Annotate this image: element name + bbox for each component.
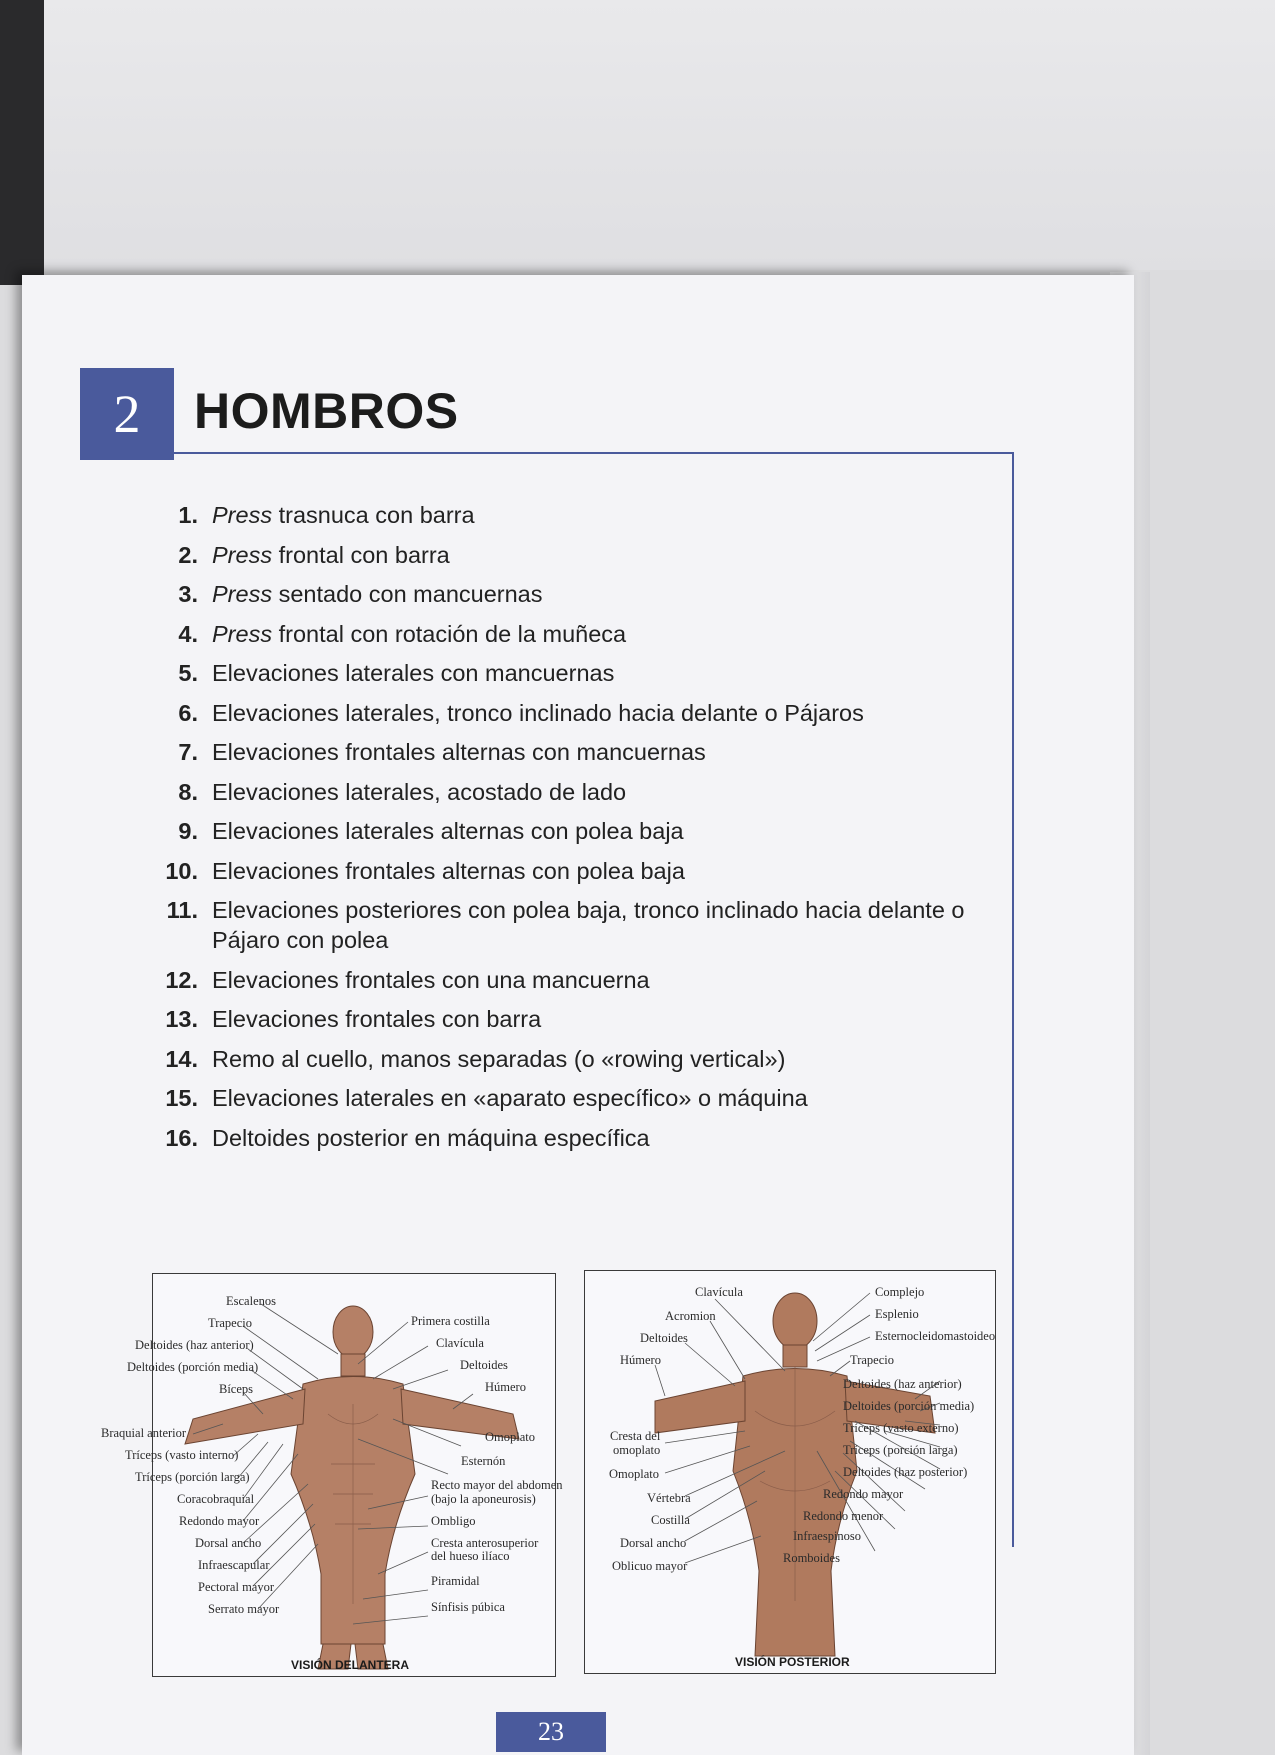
label-biceps: Bíceps: [219, 1382, 254, 1396]
exercise-text: [212, 698, 980, 728]
exercise-label: Elevaciones laterales, acostado de lado: [212, 778, 627, 805]
exercise-item: [140, 965, 980, 995]
exercise-number: 16.: [165, 1124, 198, 1151]
exercise-text: [212, 1044, 980, 1074]
label-back-deltoides-haz-posterior: Deltoides (haz posterior): [843, 1465, 968, 1479]
label-deltoides-porcion-media: Deltoides (porción media): [127, 1360, 259, 1374]
label-sinfisis-pubica: Sínfisis púbica: [431, 1600, 505, 1614]
label-back-triceps-vasto-externo: Tríceps (vasto externo): [843, 1421, 959, 1435]
exercise-italic: Press: [212, 541, 273, 568]
exercise-item: [140, 856, 980, 886]
exercise-label: Elevaciones frontales alternas con mancuernas: [212, 739, 706, 765]
exercise-number: 15.: [165, 1085, 198, 1111]
anatomy-front-panel: [101, 1273, 563, 1677]
exercise-item: [140, 1123, 980, 1153]
side-rule: [1012, 452, 1014, 1547]
exercise-text: [212, 658, 980, 688]
label-clavicula: Clavícula: [436, 1336, 484, 1350]
exercise-label: Elevaciones posteriores con polea baja, tronco inclinado hacia delante o Pájaro con polea: [212, 897, 965, 953]
label-trapecio: Trapecio: [208, 1316, 252, 1330]
exercise-italic: Press: [212, 502, 273, 528]
chapter-title: HOMBROS: [194, 383, 459, 439]
label-infraescapular: Infraescapular: [198, 1558, 270, 1572]
label-back-deltoides-haz-anterior: Deltoides (haz anterior): [843, 1377, 962, 1391]
scan-background: [0, 0, 1275, 270]
exercise-text: [212, 737, 980, 767]
label-redondo-mayor: Redondo mayor: [179, 1514, 260, 1528]
label-back-deltoides-porcion-media: Deltoides (porción media): [843, 1399, 975, 1413]
label-omoplato: Omoplato: [485, 1430, 535, 1444]
front-view-caption: VISIÓN DELANTERA: [291, 1658, 410, 1672]
exercise-text: [212, 965, 980, 995]
exercise-number: 13.: [165, 1006, 198, 1032]
exercise-text: [212, 777, 980, 807]
exercise-item: [140, 579, 980, 609]
label-back-oblicuo-mayor: Oblicuo mayor: [612, 1559, 688, 1573]
back-view-caption: VISIÓN POSTERIOR: [735, 1655, 850, 1669]
label-humero: Húmero: [485, 1380, 526, 1394]
label-primera-costilla: Primera costilla: [411, 1314, 490, 1328]
exercise-item: [140, 658, 980, 688]
exercise-text: [212, 579, 980, 609]
exercise-label: Elevaciones frontales alternas con polea baja: [212, 857, 685, 884]
exercise-text: [212, 1083, 980, 1113]
exercise-item: [140, 777, 980, 807]
exercise-item: [140, 895, 980, 955]
exercise-item: [140, 540, 980, 570]
exercise-number: 8.: [178, 778, 198, 805]
exercise-text: [212, 895, 980, 955]
label-back-clavicula: Clavícula: [695, 1285, 743, 1299]
exercise-number: 10.: [165, 857, 198, 884]
exercise-item: [140, 500, 980, 530]
label-cresta-anterosuperior: Cresta anterosuperior: [431, 1536, 539, 1550]
label-back-esplenio: Esplenio: [875, 1307, 919, 1321]
exercise-text: [212, 619, 980, 649]
exercise-text: [212, 856, 980, 886]
label-back-dorsal-ancho: Dorsal ancho: [620, 1536, 687, 1550]
exercise-number: 11.: [166, 897, 198, 923]
label-triceps-vasto-interno: Tríceps (vasto interno): [125, 1448, 239, 1462]
exercise-item: [140, 1044, 980, 1074]
exercise-number: 2.: [178, 541, 198, 568]
label-back-vertebra: Vértebra: [647, 1491, 691, 1505]
exercise-number: 12.: [165, 966, 198, 993]
label-recto-mayor-2: (bajo la aponeurosis): [431, 1492, 536, 1506]
label-back-esternocleidomastoideo: Esternocleidomastoideo: [875, 1329, 996, 1343]
exercise-label: frontal con rotación de la muñeca: [272, 620, 627, 647]
exercise-label: Elevaciones frontales con barra: [212, 1006, 542, 1032]
label-triceps-porcion-larga: Tríceps (porción larga): [135, 1470, 250, 1484]
exercise-italic: Press: [212, 581, 273, 607]
label-back-redondo-mayor: Redondo mayor: [823, 1487, 904, 1501]
label-back-cresta-omoplato-2: omoplato: [613, 1443, 661, 1457]
label-escalenos: Escalenos: [226, 1294, 276, 1308]
exercise-label: Elevaciones laterales en «aparato específico» o máquina: [212, 1085, 808, 1111]
exercise-text: [212, 1123, 980, 1153]
exercise-label: Deltoides posterior en máquina específica: [212, 1124, 650, 1151]
label-back-romboides: Romboides: [783, 1551, 840, 1565]
page-number: 23: [496, 1712, 606, 1752]
exercise-label: Elevaciones laterales, tronco inclinado hacia delante o Pájaros: [212, 699, 864, 726]
label-coracobraquial: Coracobraquial: [177, 1492, 255, 1506]
exercise-item: [140, 698, 980, 728]
label-back-acromion: Acromion: [665, 1309, 716, 1323]
exercise-number: 3.: [178, 581, 198, 607]
exercise-label: Elevaciones laterales alternas con polea baja: [212, 818, 684, 844]
exercise-item: [140, 737, 980, 767]
exercise-label: trasnuca con barra: [272, 502, 475, 528]
exercise-label: sentado con mancuernas: [272, 581, 543, 607]
title-rule: [174, 452, 1014, 454]
book-spine-shadow: [0, 0, 44, 285]
exercise-item: [140, 619, 980, 649]
label-esternon: Esternón: [461, 1454, 506, 1468]
label-braquial-anterior: Braquial anterior: [101, 1426, 187, 1440]
label-back-humero: Húmero: [620, 1353, 661, 1367]
label-dorsal-ancho: Dorsal ancho: [195, 1536, 262, 1550]
exercise-text: [212, 540, 980, 570]
label-serrato-mayor: Serrato mayor: [208, 1602, 280, 1616]
exercise-number: 4.: [178, 620, 198, 647]
exercise-item: [140, 1004, 980, 1034]
label-back-cresta-omoplato: Cresta del: [610, 1429, 661, 1443]
exercise-item: [140, 1083, 980, 1113]
label-recto-mayor: Recto mayor del abdomen: [431, 1478, 563, 1492]
label-back-costilla: Costilla: [651, 1513, 690, 1527]
label-back-infraespinoso: Infraespinoso: [793, 1529, 862, 1543]
label-back-omoplato: Omoplato: [609, 1467, 659, 1481]
exercise-text: [212, 500, 980, 530]
exercise-label: Remo al cuello, manos separadas (o «rowing vertical»): [212, 1045, 786, 1072]
label-back-triceps-porcion-larga: Tríceps (porción larga): [843, 1443, 958, 1457]
label-piramidal: Piramidal: [431, 1574, 480, 1588]
label-pectoral-mayor: Pectoral mayor: [198, 1580, 275, 1594]
exercise-text: [212, 816, 980, 846]
label-ombligo: Ombligo: [431, 1514, 476, 1528]
exercise-number: 6.: [178, 699, 198, 726]
exercise-item: [140, 816, 980, 846]
exercise-number: 5.: [178, 660, 198, 686]
exercise-label: Elevaciones frontales con una mancuerna: [212, 966, 650, 993]
exercise-text: [212, 1004, 980, 1034]
exercise-list: [140, 500, 980, 1162]
anatomy-back-panel: [584, 1270, 996, 1674]
label-back-complejo: Complejo: [875, 1285, 925, 1299]
label-back-trapecio: Trapecio: [850, 1353, 894, 1367]
label-deltoides: Deltoides: [460, 1358, 508, 1372]
label-back-redondo-menor: Redondo menor: [803, 1509, 884, 1523]
exercise-number: 1.: [178, 502, 198, 528]
exercise-label: frontal con barra: [272, 541, 450, 568]
exercise-label: Elevaciones laterales con mancuernas: [212, 660, 615, 686]
exercise-number: 9.: [178, 818, 198, 844]
chapter-number-badge: 2: [80, 368, 174, 460]
label-cresta-anterosuperior-2: del hueso ilíaco: [431, 1549, 510, 1563]
exercise-number: 14.: [165, 1045, 198, 1072]
exercise-italic: Press: [212, 620, 273, 647]
exercise-number: 7.: [178, 739, 198, 765]
label-deltoides-haz-anterior: Deltoides (haz anterior): [135, 1338, 254, 1352]
label-back-deltoides: Deltoides: [640, 1331, 688, 1345]
